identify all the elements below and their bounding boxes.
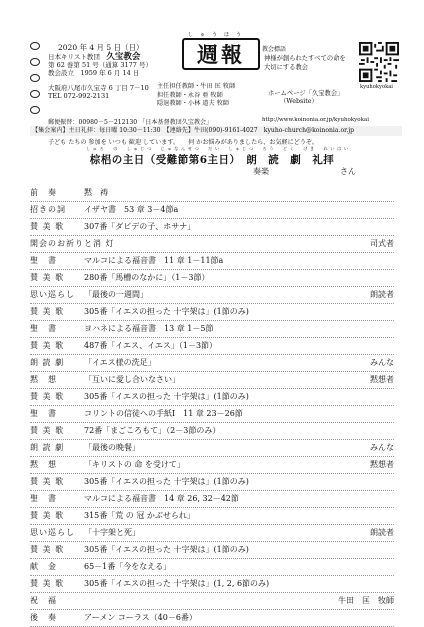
program-item <box>30 406 394 423</box>
binder-ring-icon <box>30 74 40 82</box>
program-item-label: 祝 福 <box>30 596 57 605</box>
program-item-label: 賛 美 歌 <box>30 273 65 282</box>
program-item-label: 献 金 <box>30 562 57 571</box>
program-item-content: 305番「イエスの担った 十字架は」(1節のみ) <box>84 307 249 316</box>
program-item-label: 思い巡らし <box>30 290 75 299</box>
church-address <box>48 84 149 100</box>
staff-list <box>157 83 235 109</box>
program-item-content: マルコによる福音書 14 章 26, 32－42節 <box>84 494 239 503</box>
masthead-furigana: しゅうほう <box>188 32 249 38</box>
order-of-service <box>0 185 424 627</box>
program-item-label: 賛 美 歌 <box>30 392 65 401</box>
program-item-label: 後 奏 <box>30 613 57 622</box>
program-item-label: 黙 想 <box>30 375 57 384</box>
program-item <box>30 508 394 525</box>
program-item <box>30 389 394 406</box>
motto-line-1: 神様が創られたすべての命を <box>264 55 346 62</box>
program-item-leader: 朗読者 <box>370 290 394 299</box>
meeting-info: 【集会案内】主日礼拝：毎日曜 10:30－11:30 【連絡先】牛田(090)-9161-4027 kyuho-church@koinonia.or.jp <box>30 126 402 136</box>
program-item-label: 聖 書 <box>30 494 57 503</box>
program-item <box>30 185 394 202</box>
program-item <box>30 219 394 236</box>
postal-transfer: 郵便振替：00980－5－212130 「日本基督教団久宝教会」 <box>48 119 213 126</box>
binder-ring-icon <box>30 90 40 98</box>
program-item <box>30 457 394 474</box>
motto-line-2: 大切にする教会 <box>264 63 309 71</box>
motto-label: 教会標語 <box>262 46 287 53</box>
homepage-sub: （Website） <box>280 98 318 106</box>
program-item <box>30 236 394 253</box>
binder-ring-icon <box>30 58 40 66</box>
church-info <box>48 53 152 78</box>
homepage-label: ホームページ「久宝教会」 <box>268 90 344 97</box>
program-item-label: 賛 美 歌 <box>30 307 65 316</box>
program-item-label: 賛 美 歌 <box>30 426 65 435</box>
program-item <box>30 338 394 355</box>
program-item <box>30 270 394 287</box>
program-item-content: ヨハネによる福音書 13 章 1－5節 <box>84 324 214 333</box>
program-item-content: 305番「イエスの担った 十字架は」(1節のみ) <box>84 392 249 401</box>
program-item-content: 65－1番「今をなえる」 <box>84 562 172 571</box>
program-item-leader: みんな <box>370 358 394 367</box>
service-title: 棕梠の主日（受難節第6主日） 朗 読 劇 礼拝 <box>89 154 335 166</box>
program-item <box>30 355 394 372</box>
program-item-content: 「最後の一週間」 <box>84 290 148 299</box>
program-item-content: コリントの信徒への手紙Ⅰ 11 章 23－26節 <box>84 409 243 418</box>
denomination: 日本キリスト教団 <box>48 53 100 61</box>
qr-caption: kyuhokyokai <box>360 84 393 90</box>
staff-associate: 担任教師・永谷 亜 牧師 <box>157 91 223 99</box>
program-item-leader: 黙想者 <box>370 375 394 384</box>
program-item-content: 315番「荒 の 冠 かぶせられ」 <box>84 511 195 520</box>
program-item <box>30 202 394 219</box>
program-item-label: 賛 美 歌 <box>30 511 65 520</box>
program-item <box>30 525 394 542</box>
program-item-label: 賛 美 歌 <box>30 579 65 588</box>
program-item-label: 朗 読 劇 <box>30 443 65 452</box>
welcome-note: 子ども たちの 参加を いつも 歓迎 しています。 何 かお悩みがありましたら、お気軽にどうぞ。 <box>48 139 318 146</box>
program-item <box>30 559 394 576</box>
issue-number: 第 62 巻第 51 号（通算 3177 号） <box>48 61 152 70</box>
divider <box>30 592 394 594</box>
program-item <box>30 440 394 457</box>
binder-ring-icon <box>30 42 40 50</box>
program-item-content: 72番「まごころもて」（2－3節のみ） <box>84 426 221 435</box>
program-item-content: 305番「イエスの担った 十字架は」(1, 2, 6節のみ) <box>84 579 270 588</box>
program-item <box>30 542 394 559</box>
program-item-content: 305番「イエスの担った 十字架は」(1節のみ) <box>84 477 249 486</box>
program-item-content: 280番「馬槽のなかに」（1－3節） <box>84 273 210 282</box>
address: 大阪府八尾市久宝寺 6 丁目 7－10 <box>48 84 149 92</box>
church-name: 久宝教会 <box>106 52 141 62</box>
program-item-content: 「キリストの 命 を受けて」 <box>84 460 185 469</box>
staff-senior: 主任担任教師・牛田 匡 牧師 <box>157 83 236 90</box>
program-item-leader: 司式者 <box>370 239 394 248</box>
program-item-content: 307番「ダビデの子、ホサナ」 <box>84 222 196 231</box>
qr-code-icon <box>359 42 399 82</box>
program-item-label: 思い巡らし <box>30 528 75 537</box>
program-item-label: 黙 想 <box>30 460 57 469</box>
masthead-title: 週報 <box>182 38 260 70</box>
program-item-label: 賛 美 歌 <box>30 222 65 231</box>
founded-date: 教会設立 1959 年 6 月 14 日 <box>48 69 140 78</box>
program-item-label: 開会のお祈りと消 灯 <box>30 239 115 248</box>
program-item-content: 黙 祷 <box>84 188 108 197</box>
program-item-content: アーメン コーラス（40－6番） <box>84 613 197 622</box>
program-item-content: 305番「イエスの担った 十字架は」(1節のみ) <box>84 545 249 554</box>
program-item-label: 朗 読 劇 <box>30 358 65 367</box>
program-item-content: イザヤ書 53 章 3－4節a <box>84 205 179 214</box>
program-item-label: 聖 書 <box>30 256 57 265</box>
organist-suffix: さん <box>340 167 356 176</box>
program-item <box>30 304 394 321</box>
program-item-content: マルコによる福音書 11 章 1－11節a <box>84 256 224 265</box>
program-item-label: 聖 書 <box>30 409 57 418</box>
program-item-content: 「最後の晩餐」 <box>84 443 140 452</box>
program-item-content: 「互いに愛し合いなさい」 <box>84 375 180 384</box>
program-item <box>30 491 394 508</box>
staff-retired: 隠退教師・小林 道夫 牧師 <box>157 100 229 108</box>
program-item-leader: 朗読者 <box>370 528 394 537</box>
program-item <box>30 253 394 270</box>
program-item-label: 聖 書 <box>30 324 57 333</box>
program-item-leader: みんな <box>370 443 394 452</box>
phone: TEL 072-992-2131 <box>48 92 110 101</box>
program-item <box>30 321 394 338</box>
program-item-content: 「イエス様の洗足」 <box>84 358 156 367</box>
binder-ring-icon <box>30 106 40 114</box>
program-item-leader: 黙想者 <box>370 460 394 469</box>
site-url[interactable]: http://www.koinonia.or.jp/kyuhokyokai <box>262 117 369 123</box>
program-item-label: 招きの詞 <box>30 205 66 214</box>
program-item-label: 賛 美 歌 <box>30 545 65 554</box>
program-item-label: 賛 美 歌 <box>30 341 65 350</box>
program-item <box>30 593 394 610</box>
program-item <box>30 372 394 389</box>
organist-label: 奏楽 <box>253 167 269 176</box>
program-item-label: 賛 美 歌 <box>30 477 65 486</box>
bulletin-date: 2020 年 4 月 5 日（日） <box>58 43 144 52</box>
motto <box>264 55 346 72</box>
homepage-info <box>268 90 343 106</box>
program-item <box>30 474 394 491</box>
program-item <box>30 610 394 627</box>
program-item-content: 487番「イエス、イエス」（1－3節） <box>84 341 218 350</box>
program-item <box>30 287 394 304</box>
program-item <box>30 576 394 593</box>
program-item-leader: 牛田 匡 牧師 <box>338 596 394 605</box>
title-furigana: しゅろ の しゅじつ じゅなんせつ だい しゅじつ ろう どく げき れいはい <box>86 146 351 151</box>
program-item-label: 前 奏 <box>30 188 57 197</box>
program-item <box>30 423 394 440</box>
program-item-content: 「十字架と死」 <box>84 528 140 537</box>
